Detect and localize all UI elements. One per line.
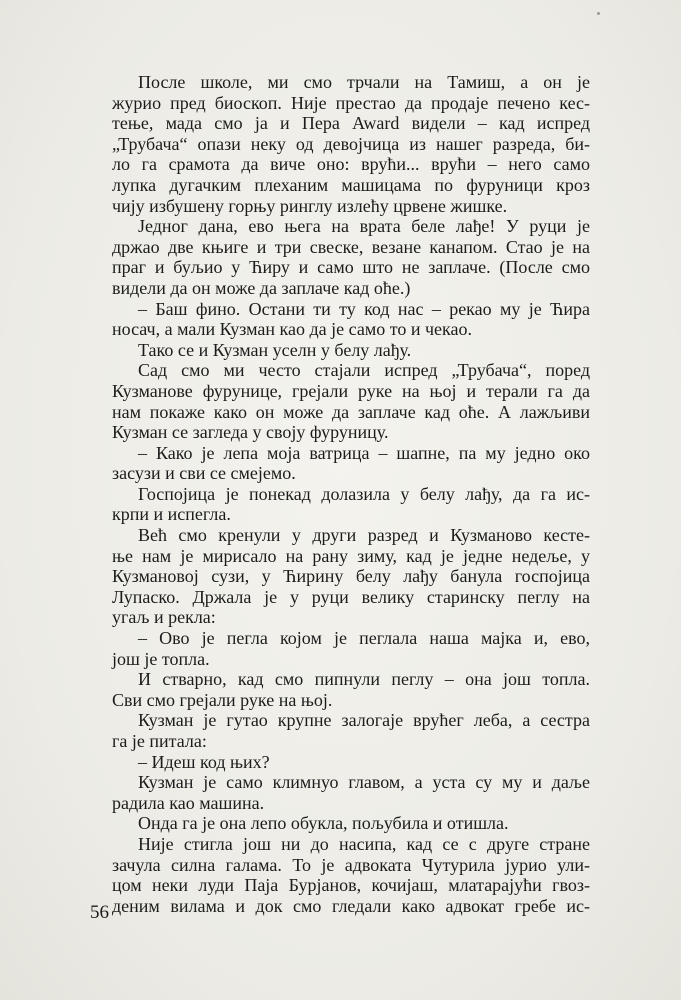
text-line: Кузман се загледа у своју фуруницу. — [112, 422, 389, 443]
text-line: И стварно, кад смо пипнули пеглу – она још топла. — [138, 669, 590, 690]
text-line: Онда га је она лепо обукла, пољубила и отишла. — [138, 813, 509, 834]
text-line: Кузмановој сузи, у Ћирину белу лађу банула госпојица — [112, 566, 590, 587]
text-line: праг и буљио у Ћиру и само што не заплаче. (После смо — [112, 257, 590, 278]
text-line: засузи и сви се смејемо. — [112, 463, 296, 484]
text-line: Госпојица је понекад долазила у белу лађу, да га ис- — [138, 483, 590, 504]
text-line: крпи и испегла. — [112, 504, 231, 525]
text-line: цом неки луди Паја Бурјанов, кочијаш, млатарајући гвоз- — [112, 875, 590, 896]
text-line: ло га срамота да виче оно: врући... врући – него само — [112, 154, 590, 175]
text-line: нам покаже како он може да заплаче кад оће. А лажљиви — [112, 401, 590, 422]
text-line: „Трубача“ опази неку од девојчица из нашег разреда, би- — [112, 133, 590, 154]
text-line: Једног дана, ево њега на врата беле лађе! У руци је — [138, 216, 590, 237]
text-line: – Ово је пегла којом је пеглала наша мајка и, ево, — [138, 628, 590, 649]
text-line: Кузманове фурунице, грејали руке на њој и терали га да — [112, 380, 590, 401]
body-text — [112, 72, 590, 916]
text-line: га је питала: — [112, 731, 207, 751]
text-line: журио пред биоскоп. Није престао да продаје печено кес- — [112, 92, 590, 113]
text-line: чију избушену горњу ринглу излећу црвене жишке. — [112, 195, 508, 216]
text-line: ње нам је мирисало на рану зиму, кад је једне недеље, у — [112, 545, 590, 566]
text-line: – Како је лепа моја ватрица – шапне, па му једно око — [138, 442, 590, 463]
text-line: још је топла. — [112, 648, 210, 669]
text-line: радила као машина. — [112, 792, 265, 813]
text-line: Већ смо кренули у други разред и Кузманово кесте- — [138, 525, 590, 546]
text-line: зачула силна галама. То је адвоката Чутурила јурио ули- — [112, 854, 590, 875]
text-line: тење, мада смо ја и Пера Award видели – кад испред — [112, 113, 590, 134]
text-line: Кузман је само климнуо главом, а уста су му и даље — [138, 772, 590, 793]
text-line: – Идеш код њих? — [138, 751, 270, 772]
text-line: Није стигла још ни до насипа, кад се с друге стране — [138, 833, 590, 854]
text-line: Тако се и Кузман уселн у белу лађу. — [138, 339, 412, 360]
text-line: носач, а мали Кузман као да је само то и чекао. — [112, 319, 472, 340]
text-line: Лупаско. Држала је у руци велику старинску пеглу на — [112, 586, 590, 607]
text-line: угаљ и рекла: — [112, 607, 216, 628]
text-line: Сад смо ми често стајали испред „Трубача“, поред — [138, 360, 590, 381]
paper-speck — [597, 12, 600, 15]
text-line: лупка дугачким плеханим машицама по фуруници кроз — [112, 174, 590, 195]
text-line: видели да он може да заплаче кад оће.) — [112, 277, 411, 298]
page-number: 56 — [90, 902, 109, 923]
text-line: држао две књиге и три свеске, везане канапом. Стао је на — [112, 236, 590, 257]
text-line: деним вилама и док смо гледали како адвокат гребе ис- — [112, 895, 590, 916]
text-line: После школе, ми смо трчали на Тамиш, а он је — [138, 72, 590, 92]
text-line: Сви смо грејали руке на њој. — [112, 689, 333, 710]
text-line: Кузман је гутао крупне залогаје врућег леба, а сестра — [138, 710, 590, 731]
text-line: – Баш фино. Остани ти ту код нас – рекао му је Ћира — [138, 298, 590, 319]
